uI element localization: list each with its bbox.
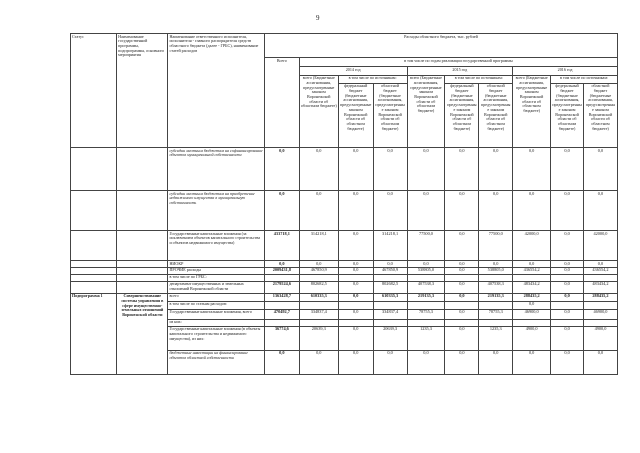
value-cell: 0,0: [407, 147, 445, 190]
value-cell: 20639,3: [373, 326, 407, 350]
status-cell: [71, 274, 117, 281]
value-cell: [583, 274, 617, 281]
status-cell: [71, 267, 117, 274]
header-2015-regional: областной бюджет (бюджетные ассигнования, предусмотренные законом Воронежской области об областном бюджете): [479, 83, 513, 147]
value-cell: [299, 319, 338, 326]
header-2016-by-source: в том числе по источникам:: [551, 75, 618, 83]
value-cell: 36774,6: [264, 326, 299, 350]
value-cell: 288435,2: [583, 293, 617, 301]
value-cell: 1235,3: [407, 326, 445, 350]
value-cell: 0,0: [338, 326, 373, 350]
value-cell: [407, 274, 445, 281]
value-cell: 0,0: [445, 230, 479, 260]
value-cell: 436554,2: [583, 267, 617, 274]
value-cell: 0,0: [551, 326, 584, 350]
value-cell: [299, 301, 338, 309]
executor-cell: ПРОЧИЕ расходы: [168, 267, 264, 274]
header-executor: Наименование ответственного исполнителя, исполнителя - главного распорядителя средств областного бюджета (далее - ГРБС), наименование статей расходов: [168, 34, 264, 148]
status-cell: [71, 147, 117, 190]
header-total: Всего: [264, 58, 299, 148]
value-cell: 1235,3: [479, 326, 513, 350]
executor-cell: субсидии местным бюджетам на приобретение недвижимого имущества в муниципальную собственность: [168, 190, 264, 230]
value-cell: 288435,2: [513, 293, 551, 301]
executor-cell: Государственные капитальные вложения (в объекты капитального строительства и недвижимого имущества), из них:: [168, 326, 264, 350]
status-cell: [71, 230, 117, 260]
program-name-cell: [117, 281, 168, 293]
value-cell: [551, 301, 584, 309]
program-name-cell: [117, 230, 168, 260]
program-name-cell: [117, 274, 168, 281]
value-cell: [299, 274, 338, 281]
value-cell: 0,0: [373, 147, 407, 190]
value-cell: 42000,0: [583, 230, 617, 260]
value-cell: 0,0: [338, 147, 373, 190]
value-cell: 0,0: [583, 147, 617, 190]
value-cell: 1363428,7: [264, 293, 299, 301]
value-cell: 0,0: [479, 147, 513, 190]
value-cell: 433718,1: [264, 230, 299, 260]
value-cell: [583, 301, 617, 309]
header-year-2014: 2014 год: [299, 67, 407, 75]
value-cell: 0,0: [551, 267, 584, 274]
value-cell: 538805,0: [407, 267, 445, 274]
executor-cell: Государственные капитальные вложения (за исключением объектов капитального строительства и объектов недвижимого имущества): [168, 230, 264, 260]
value-cell: 467850,9: [373, 267, 407, 274]
value-cell: 2009431,8: [264, 267, 299, 274]
value-cell: 0,0: [407, 350, 445, 374]
table-row: [71, 267, 618, 274]
table-row: [71, 274, 618, 281]
executor-cell: из них:: [168, 319, 264, 326]
value-cell: 610335,3: [373, 293, 407, 301]
value-cell: 538805,0: [479, 267, 513, 274]
value-cell: 802682,5: [373, 281, 407, 293]
value-cell: 0,0: [551, 309, 584, 319]
value-cell: 42000,0: [513, 230, 551, 260]
executor-cell: департамент имущественных и земельных отношений Воронежской области: [168, 281, 264, 293]
program-name-cell: [117, 267, 168, 274]
header-2015-total: всего (Бюджетные ассигнования, предусмотренные законом Воронежской области об областном бюджете): [407, 75, 445, 147]
table-row: [71, 147, 618, 190]
value-cell: 0,0: [445, 147, 479, 190]
value-cell: 0,0: [551, 350, 584, 374]
value-cell: 0,0: [513, 301, 551, 309]
value-cell: [338, 274, 373, 281]
header-program-name: Наименование государственной программы, подпрограммы, основного мероприятия: [117, 34, 168, 148]
value-cell: 46900,0: [513, 309, 551, 319]
value-cell: 0,0: [299, 260, 338, 267]
value-cell: 0,0: [513, 260, 551, 267]
value-cell: 0,0: [264, 190, 299, 230]
value-cell: [338, 319, 373, 326]
value-cell: 77500,0: [407, 230, 445, 260]
table-row: [71, 260, 618, 267]
value-cell: [551, 319, 584, 326]
header-2014-federal: федеральный бюджет (бюджетные ассигнования, предусмотренные законом Воронежской области об областном бюджете): [338, 83, 373, 147]
header-year-2015: 2015 год: [407, 67, 513, 75]
subprogram-name: Совершенствование системы управления в сфере имущественно-земельных отношений Воронежской области: [117, 293, 168, 374]
header-2016-federal: федеральный бюджет (бюджетные ассигнования, предусмотренные законом Воронежской области об областном бюджете): [551, 83, 584, 147]
value-cell: 0,0: [583, 190, 617, 230]
value-cell: 0,0: [299, 350, 338, 374]
page-number: 9: [316, 14, 320, 22]
value-cell: 0,0: [445, 190, 479, 230]
value-cell: 0,0: [445, 281, 479, 293]
value-cell: 0,0: [445, 350, 479, 374]
value-cell: 407538,3: [407, 281, 445, 293]
value-cell: [583, 319, 617, 326]
value-cell: 483434,2: [583, 281, 617, 293]
value-cell: [373, 319, 407, 326]
value-cell: 20639,3: [299, 326, 338, 350]
value-cell: 0,0: [338, 293, 373, 301]
value-cell: 802682,5: [299, 281, 338, 293]
value-cell: 0,0: [551, 293, 584, 301]
budget-table: [70, 33, 618, 375]
value-cell: [338, 301, 373, 309]
value-cell: 0,0: [513, 147, 551, 190]
value-cell: 314218,1: [299, 230, 338, 260]
value-cell: 46900,0: [583, 309, 617, 319]
value-cell: 0,0: [338, 281, 373, 293]
value-cell: 219135,3: [479, 293, 513, 301]
value-cell: 0,0: [445, 309, 479, 319]
value-cell: [513, 274, 551, 281]
value-cell: 483434,2: [513, 281, 551, 293]
value-cell: 0,0: [264, 350, 299, 374]
value-cell: 0,0: [479, 190, 513, 230]
value-cell: [407, 319, 445, 326]
header-2014-regional: областной бюджет (бюджетные ассигнования, предусмотренные законом Воронежской области об областном бюджете): [373, 83, 407, 147]
header-by-years: в том числе по годам реализации государственной программы: [299, 58, 617, 67]
value-cell: 0,0: [513, 190, 551, 230]
value-cell: 219135,3: [407, 293, 445, 301]
value-cell: 0,0: [551, 147, 584, 190]
value-cell: 0,0: [338, 230, 373, 260]
table-row: [71, 230, 618, 260]
header-2015-federal: федеральный бюджет (бюджетные ассигнования, предусмотренные законом Воронежской области об областном бюджете): [445, 83, 479, 147]
value-cell: 0,0: [583, 350, 617, 374]
header-year-2016: 2016 год: [513, 67, 618, 75]
table-row: [71, 281, 618, 293]
value-cell: 0,0: [445, 293, 479, 301]
header-2014-by-source: в том числе по источникам:: [338, 75, 407, 83]
header-2014-total: всего (Бюджетные ассигнования, предусмотренные законом Воронежской области об областном бюджете): [299, 75, 338, 147]
value-cell: 0,0: [479, 260, 513, 267]
executor-cell: субсидии местным бюджетам на софинансирование объектов муниципальной собственности: [168, 147, 264, 190]
value-cell: 0,0: [407, 260, 445, 267]
value-cell: 407538,3: [479, 281, 513, 293]
value-cell: 78755,3: [407, 309, 445, 319]
value-cell: 0,0: [338, 260, 373, 267]
executor-cell: бюджетные инвестиции на финансирование объектов областной собственности: [168, 350, 264, 374]
value-cell: 4900,0: [583, 326, 617, 350]
value-cell: 314218,1: [373, 230, 407, 260]
value-cell: 2179524,6: [264, 281, 299, 293]
value-cell: 0,0: [551, 190, 584, 230]
value-cell: [479, 319, 513, 326]
value-cell: 610335,3: [299, 293, 338, 301]
executor-cell: НИОКР: [168, 260, 264, 267]
header-2015-by-source: в том числе по источникам:: [445, 75, 513, 83]
value-cell: [479, 301, 513, 309]
status-cell: [71, 260, 117, 267]
value-cell: 77500,0: [479, 230, 513, 260]
executor-cell: в том числе по статьям расходов:: [168, 301, 264, 309]
header-2016-total: всего (Бюджетные ассигнования, предусмотренные законом Воронежской области об областном бюджете): [513, 75, 551, 147]
value-cell: [445, 319, 479, 326]
value-cell: 467850,9: [299, 267, 338, 274]
value-cell: 470492,7: [264, 309, 299, 319]
value-cell: 0,0: [551, 260, 584, 267]
executor-cell: всего: [168, 293, 264, 301]
value-cell: [551, 274, 584, 281]
value-cell: 0,0: [299, 190, 338, 230]
value-cell: 0,0: [551, 281, 584, 293]
value-cell: 0,0: [551, 230, 584, 260]
value-cell: 0,0: [373, 190, 407, 230]
value-cell: [407, 301, 445, 309]
program-name-cell: [117, 260, 168, 267]
value-cell: 0,0: [479, 350, 513, 374]
value-cell: 78755,3: [479, 309, 513, 319]
value-cell: 334837,4: [373, 309, 407, 319]
value-cell: [373, 274, 407, 281]
value-cell: 0,0: [445, 326, 479, 350]
value-cell: [373, 301, 407, 309]
executor-cell: Государственные капитальные вложения, всего: [168, 309, 264, 319]
value-cell: 0,0: [338, 309, 373, 319]
program-name-cell: [117, 147, 168, 190]
value-cell: 0,0: [264, 147, 299, 190]
value-cell: 0,0: [583, 260, 617, 267]
program-name-cell: [117, 190, 168, 230]
value-cell: 0,0: [373, 350, 407, 374]
value-cell: 0,0: [407, 190, 445, 230]
value-cell: [479, 274, 513, 281]
executor-cell: в том числе по ГРБС:: [168, 274, 264, 281]
value-cell: [264, 274, 299, 281]
value-cell: 4900,0: [513, 326, 551, 350]
value-cell: 0,0: [338, 350, 373, 374]
value-cell: [513, 319, 551, 326]
value-cell: 0,0: [264, 260, 299, 267]
table-row: [71, 190, 618, 230]
value-cell: 0,0: [299, 147, 338, 190]
value-cell: [445, 274, 479, 281]
value-cell: [264, 319, 299, 326]
header-2016-regional: областной бюджет (бюджетные ассигнования, предусмотренные законом Воронежской области об областном бюджете): [583, 83, 617, 147]
subprogram-status: Подпрограмма 1: [71, 293, 117, 374]
table-row: [71, 293, 618, 301]
value-cell: [264, 301, 299, 309]
value-cell: 0,0: [445, 267, 479, 274]
header-status: Статус: [71, 34, 117, 148]
value-cell: 436554,2: [513, 267, 551, 274]
status-cell: [71, 281, 117, 293]
status-cell: [71, 190, 117, 230]
value-cell: 0,0: [513, 350, 551, 374]
value-cell: 0,0: [373, 260, 407, 267]
value-cell: 0,0: [338, 267, 373, 274]
value-cell: 0,0: [338, 190, 373, 230]
value-cell: [445, 301, 479, 309]
header-expenses: Расходы областного бюджета, тыс. рублей: [264, 34, 617, 58]
value-cell: 0,0: [445, 260, 479, 267]
value-cell: 334837,4: [299, 309, 338, 319]
